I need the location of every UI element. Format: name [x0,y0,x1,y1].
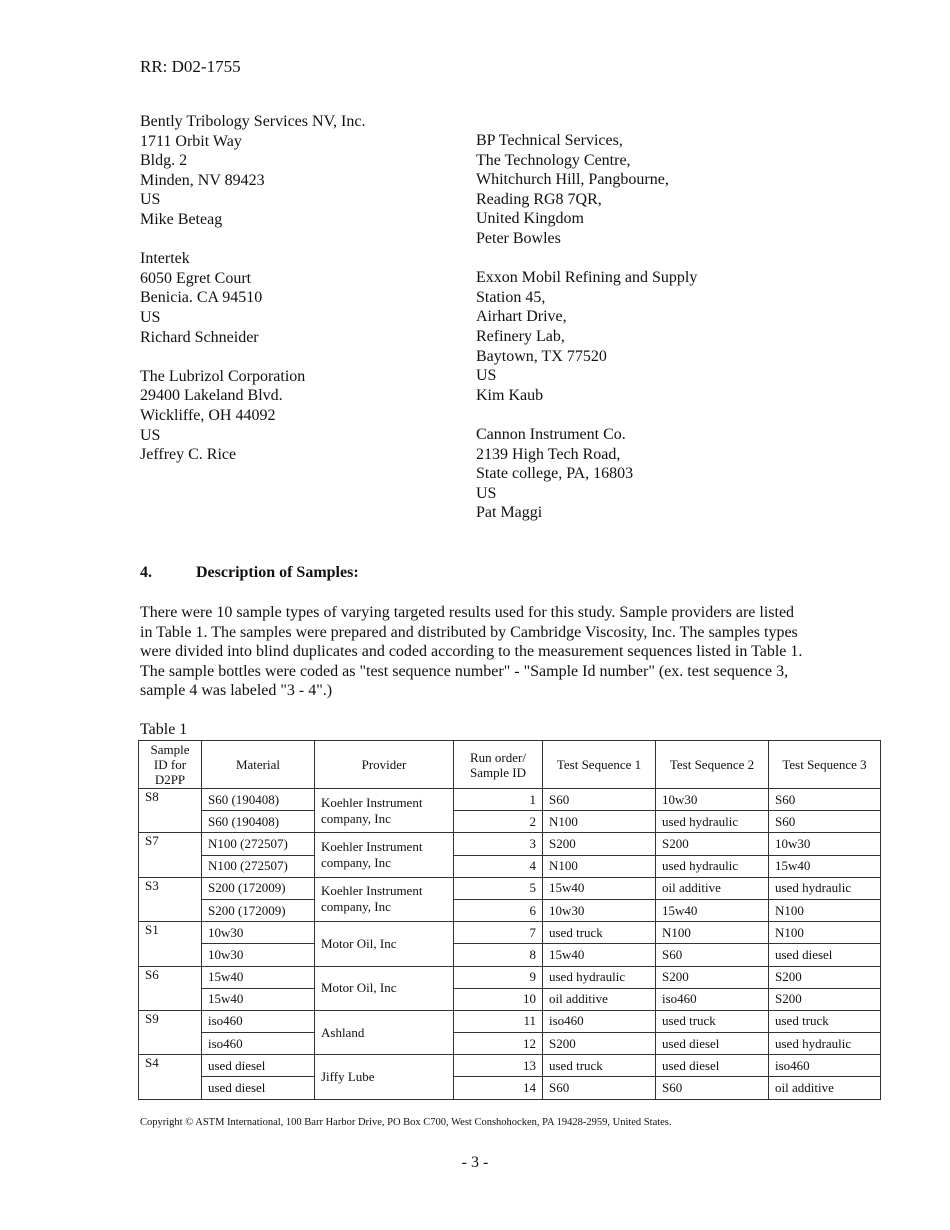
test-sequence-1-cell: used truck [543,922,656,944]
address-line: The Lubrizol Corporation [140,367,306,385]
address-line: 6050 Egret Court [140,269,252,287]
header-material: Material [202,741,315,789]
material-cell: used diesel [202,1077,315,1099]
address-line: US [476,367,497,385]
test-sequence-3-cell: oil additive [769,1077,881,1099]
material-cell: S60 (190408) [202,789,315,811]
material-cell: S60 (190408) [202,811,315,833]
address-line: 1711 Orbit Way [140,132,242,150]
test-sequence-2-cell: used hydraulic [656,855,769,877]
address-line: Cannon Instrument Co. [476,425,626,443]
table-row [139,1077,881,1099]
provider-cell: Jiffy Lube [315,1055,454,1099]
address-block [476,131,697,249]
address-line: US [140,191,161,209]
test-sequence-2-cell: oil additive [656,877,769,899]
sample-id-cell: S6 [139,966,202,1010]
address-line: BP Technical Services, [476,132,623,149]
table-header-row [139,741,881,789]
address-block [140,249,365,347]
provider-cell: Koehler Instrument company, Inc [315,877,454,921]
material-cell: 10w30 [202,922,315,944]
address-line: Baytown, TX 77520 [476,347,607,365]
material-cell: N100 (272507) [202,833,315,855]
test-sequence-3-cell: used hydraulic [769,877,881,899]
address-line: Mike Beteag [140,210,223,228]
test-sequence-1-cell: S60 [543,1077,656,1099]
address-line: Wickliffe, OH 44092 [140,406,276,424]
test-sequence-3-cell: used diesel [769,944,881,966]
material-cell: iso460 [202,1010,315,1032]
provider-cell: Motor Oil, Inc [315,966,454,1010]
sample-id-cell: S7 [139,833,202,877]
test-sequence-2-cell: used diesel [656,1055,769,1077]
table-row [139,922,881,944]
address-line: Whitchurch Hill, Pangbourne, [476,171,669,189]
test-sequence-1-cell: oil additive [543,988,656,1010]
material-cell: 15w40 [202,966,315,988]
test-sequence-3-cell: N100 [769,899,881,921]
run-order-cell: 13 [454,1055,543,1077]
test-sequence-3-cell: 15w40 [769,855,881,877]
address-line: Benicia. CA 94510 [140,289,263,307]
test-sequence-1-cell: 15w40 [543,944,656,966]
run-order-cell: 7 [454,922,543,944]
test-sequence-2-cell: S200 [656,833,769,855]
test-sequence-2-cell: used truck [656,1010,769,1032]
test-sequence-2-cell: N100 [656,922,769,944]
address-column-left [140,112,365,484]
paragraph-line: There were 10 sample types of varying targeted results used for this study. Sample providers are listed [140,604,795,621]
address-line: 29400 Lakeland Blvd. [140,387,283,405]
run-order-cell: 14 [454,1077,543,1099]
run-order-cell: 12 [454,1033,543,1055]
document-reference: RR: D02-1755 [140,57,241,76]
test-sequence-2-cell: S60 [656,1077,769,1099]
address-block [140,112,365,230]
test-sequence-2-cell: S60 [656,944,769,966]
table-row [139,944,881,966]
test-sequence-3-cell: S200 [769,966,881,988]
test-sequence-2-cell: used hydraulic [656,811,769,833]
section-number: 4. [140,564,152,581]
test-sequence-1-cell: N100 [543,855,656,877]
address-line: Station 45, [476,288,546,306]
test-sequence-2-cell: S200 [656,966,769,988]
test-sequence-3-cell: 10w30 [769,833,881,855]
test-sequence-1-cell: S200 [543,1033,656,1055]
run-order-cell: 11 [454,1010,543,1032]
test-sequence-2-cell: 15w40 [656,899,769,921]
header-test-sequence-2: Test Sequence 2 [656,741,769,789]
test-sequence-2-cell: 10w30 [656,789,769,811]
sample-id-cell: S8 [139,789,202,833]
header-test-sequence-3: Test Sequence 3 [769,741,881,789]
test-sequence-1-cell: N100 [543,811,656,833]
material-cell: 10w30 [202,944,315,966]
address-line: Exxon Mobil Refining and Supply [476,269,698,287]
address-line: United Kingdom [476,210,584,228]
table-row [139,899,881,921]
table-body [139,789,881,1100]
run-order-cell: 2 [454,811,543,833]
copyright-notice: Copyright © ASTM International, 100 Barr Harbor Drive, PO Box C700, West Conshohocken, PA 19428-2959, United States. [140,1117,672,1128]
table-row [139,988,881,1010]
test-sequence-3-cell: iso460 [769,1055,881,1077]
address-line: US [140,426,161,444]
table-row [139,855,881,877]
page-number: - 3 - [461,1154,489,1171]
provider-cell: Koehler Instrument company, Inc [315,833,454,877]
address-line: The Technology Centre, [476,151,631,169]
sample-id-cell: S4 [139,1055,202,1099]
address-line: Airhart Drive, [476,308,567,326]
run-order-cell: 9 [454,966,543,988]
address-block [476,425,697,523]
provider-cell: Motor Oil, Inc [315,922,454,966]
address-line: 2139 High Tech Road, [476,445,621,463]
provider-cell: Koehler Instrument company, Inc [315,789,454,833]
run-order-cell: 10 [454,988,543,1010]
table-row [139,833,881,855]
material-cell: S200 (172009) [202,877,315,899]
address-line: Refinery Lab, [476,327,565,345]
address-line: Bently Tribology Services NV, Inc. [140,113,366,130]
test-sequence-2-cell: used diesel [656,1033,769,1055]
table-row [139,966,881,988]
description-paragraph [140,603,860,701]
run-order-cell: 3 [454,833,543,855]
address-line: Bldg. 2 [140,152,188,170]
provider-cell: Ashland [315,1010,454,1054]
header-sample-id: Sample ID for D2PP [139,741,202,789]
test-sequence-1-cell: used truck [543,1055,656,1077]
run-order-cell: 4 [454,855,543,877]
table-row [139,789,881,811]
sample-id-cell: S1 [139,922,202,966]
address-line: US [476,484,497,502]
material-cell: used diesel [202,1055,315,1077]
address-line: Reading RG8 7QR, [476,190,602,208]
header-run-order: Run order/ Sample ID [454,741,543,789]
test-sequence-1-cell: iso460 [543,1010,656,1032]
test-sequence-1-cell: used hydraulic [543,966,656,988]
address-line: State college, PA, 16803 [476,465,634,483]
material-cell: S200 (172009) [202,899,315,921]
test-sequence-2-cell: iso460 [656,988,769,1010]
test-sequence-3-cell: S200 [769,988,881,1010]
test-sequence-1-cell: S60 [543,789,656,811]
table-row [139,877,881,899]
paragraph-line: were divided into blind duplicates and coded according to the measurement sequences listed in Table 1. [140,643,803,661]
test-sequence-3-cell: S60 [769,811,881,833]
samples-table [138,740,881,1100]
paragraph-line: The sample bottles were coded as "test sequence number" - "Sample Id number" (ex. test sequence 3, [140,662,789,680]
material-cell: 15w40 [202,988,315,1010]
material-cell: iso460 [202,1033,315,1055]
address-line: Kim Kaub [476,386,544,404]
sample-id-cell: S9 [139,1010,202,1054]
address-block [140,367,365,465]
table-row [139,811,881,833]
address-line: Minden, NV 89423 [140,171,265,189]
address-line: Jeffrey C. Rice [140,446,237,464]
test-sequence-3-cell: used truck [769,1010,881,1032]
test-sequence-3-cell: used hydraulic [769,1033,881,1055]
address-line: Peter Bowles [476,229,561,247]
address-column-right [476,131,697,542]
sample-id-cell: S3 [139,877,202,921]
address-line: Pat Maggi [476,504,543,522]
paragraph-line: sample 4 was labeled "3 - 4".) [140,682,333,700]
header-provider: Provider [315,741,454,789]
test-sequence-3-cell: N100 [769,922,881,944]
run-order-cell: 6 [454,899,543,921]
material-cell: N100 (272507) [202,855,315,877]
test-sequence-1-cell: 10w30 [543,899,656,921]
test-sequence-3-cell: S60 [769,789,881,811]
address-line: US [140,308,161,326]
run-order-cell: 8 [454,944,543,966]
header-test-sequence-1: Test Sequence 1 [543,741,656,789]
paragraph-line: in Table 1. The samples were prepared and distributed by Cambridge Viscosity, Inc. The samples types [140,623,798,641]
address-line: Richard Schneider [140,328,259,346]
address-line: Intertek [140,250,190,268]
section-title: Description of Samples: [196,564,359,581]
address-block [476,268,697,405]
section-heading [140,564,359,582]
table-row [139,1010,881,1032]
table-row [139,1033,881,1055]
test-sequence-1-cell: 15w40 [543,877,656,899]
test-sequence-1-cell: S200 [543,833,656,855]
table-row [139,1055,881,1077]
table-caption: Table 1 [140,721,188,738]
run-order-cell: 1 [454,789,543,811]
run-order-cell: 5 [454,877,543,899]
